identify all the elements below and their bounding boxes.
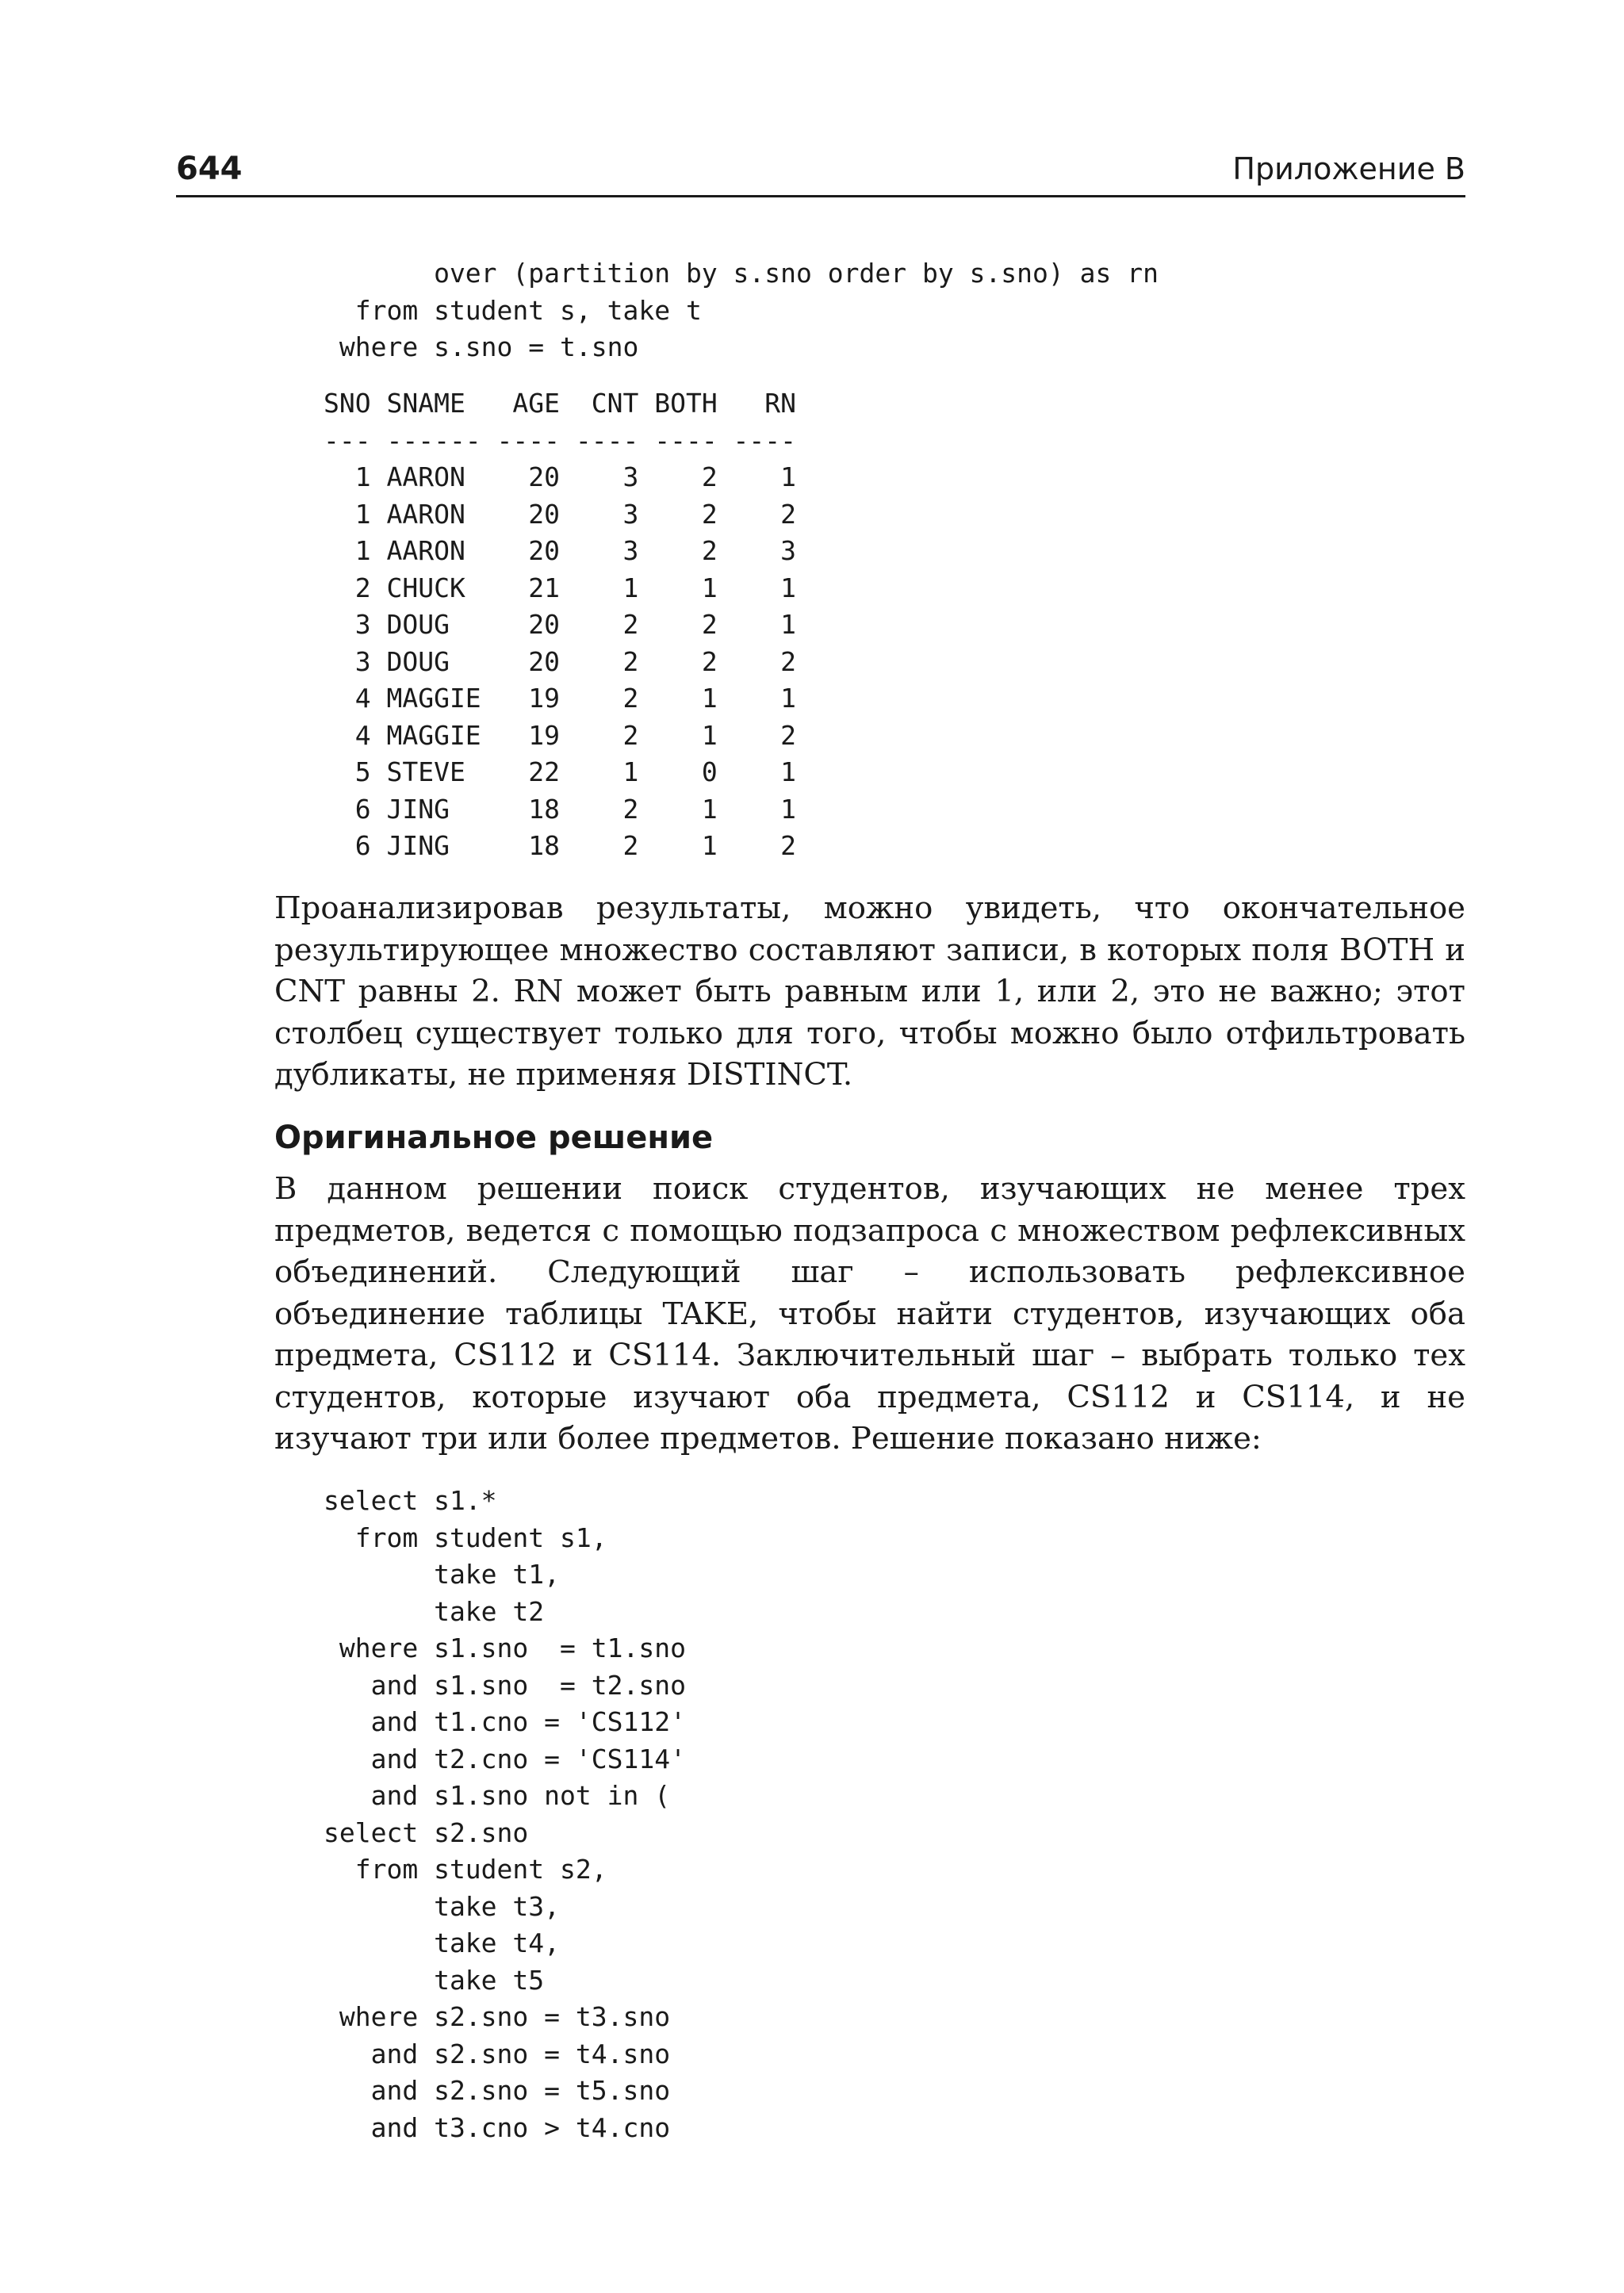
code-line: where s1.sno = t1.sno xyxy=(324,1633,686,1663)
code-line: select s2.sno xyxy=(324,1816,529,1848)
code-line: and t2.cno = 'CS114' xyxy=(324,1743,686,1774)
code-block-top xyxy=(324,255,1159,366)
code-line: where s2.sno = t3.sno xyxy=(324,2001,671,2032)
table-row: 3 DOUG 20 2 2 1 xyxy=(324,609,797,640)
table-row: 4 MAGGIE 19 2 1 2 xyxy=(324,719,797,751)
page-number: 644 xyxy=(176,151,243,187)
table-row: 6 JING 18 2 1 1 xyxy=(324,793,797,825)
table-separator: --- ------ ---- ---- ---- ---- xyxy=(324,424,797,456)
table-row: 2 CHUCK 21 1 1 1 xyxy=(324,572,797,603)
analysis-paragraph: Проанализировав результаты, можно увидеть, что окончательное результирующее множество составляют записи, в которых поля BOTH и CNT равны 2. RN может быть равным или 1, или 2, это не важно; этот столбец существует только для того, чтобы можно было отфильтровать дубликаты, не применяя DISTINCT. xyxy=(274,890,1465,1093)
original-solution-paragraph: В данном решении поиск студентов, изучающих не менее трех предметов, ведется с помощью подзапроса с множеством рефлексивных объединений. Следующий шаг – использовать рефлексивное объединение таблицы TAKE, чтобы найти студентов, изучающих оба предмета, CS112 и CS114. Заключительный шаг – выбрать только тех студентов, которые изучают оба предмета, CS112 и CS114, и не изучают три или более предметов. Решение показано ниже: xyxy=(274,1171,1465,1457)
code-line: where s.sno = t.sno xyxy=(324,331,639,362)
code-line: and s2.sno = t5.sno xyxy=(324,2075,671,2106)
code-line: over (partition by s.sno order by s.sno) as rn xyxy=(324,258,1159,289)
code-line: and t3.cno > t4.cno xyxy=(324,2111,671,2143)
code-line: take t1, xyxy=(324,1559,561,1590)
section-title: Приложение В xyxy=(1232,151,1465,186)
code-line: take t3, xyxy=(324,1890,561,1922)
table-row: 1 AARON 20 3 2 3 xyxy=(324,535,797,566)
code-line: take t2 xyxy=(324,1595,545,1627)
code-line: and s1.sno = t2.sno xyxy=(324,1669,686,1701)
code-line: from student s2, xyxy=(324,1854,607,1885)
table-row: 5 STEVE 22 1 0 1 xyxy=(324,756,797,787)
code-line: select s1.* xyxy=(324,1485,497,1516)
result-table xyxy=(324,385,796,865)
code-line: and s1.sno not in ( xyxy=(324,1780,671,1811)
code-line: take t5 xyxy=(324,1964,545,1996)
table-row: 1 AARON 20 3 2 1 xyxy=(324,461,797,492)
code-line: and s2.sno = t4.sno xyxy=(324,2038,671,2069)
running-head xyxy=(176,149,1465,197)
code-block-bottom xyxy=(324,1483,686,2146)
table-row: 6 JING 18 2 1 2 xyxy=(324,830,797,861)
table-row: 3 DOUG 20 2 2 2 xyxy=(324,645,797,677)
code-line: from student s, take t xyxy=(324,294,702,326)
code-line: from student s1, xyxy=(324,1522,607,1553)
table-header: SNO SNAME AGE CNT BOTH RN xyxy=(324,388,797,419)
original-solution-heading: Оригинальное решение xyxy=(274,1120,714,1156)
table-row: 1 AARON 20 3 2 2 xyxy=(324,498,797,530)
code-line: and t1.cno = 'CS112' xyxy=(324,1706,686,1737)
code-line: take t4, xyxy=(324,1927,561,1958)
table-row: 4 MAGGIE 19 2 1 1 xyxy=(324,683,797,714)
